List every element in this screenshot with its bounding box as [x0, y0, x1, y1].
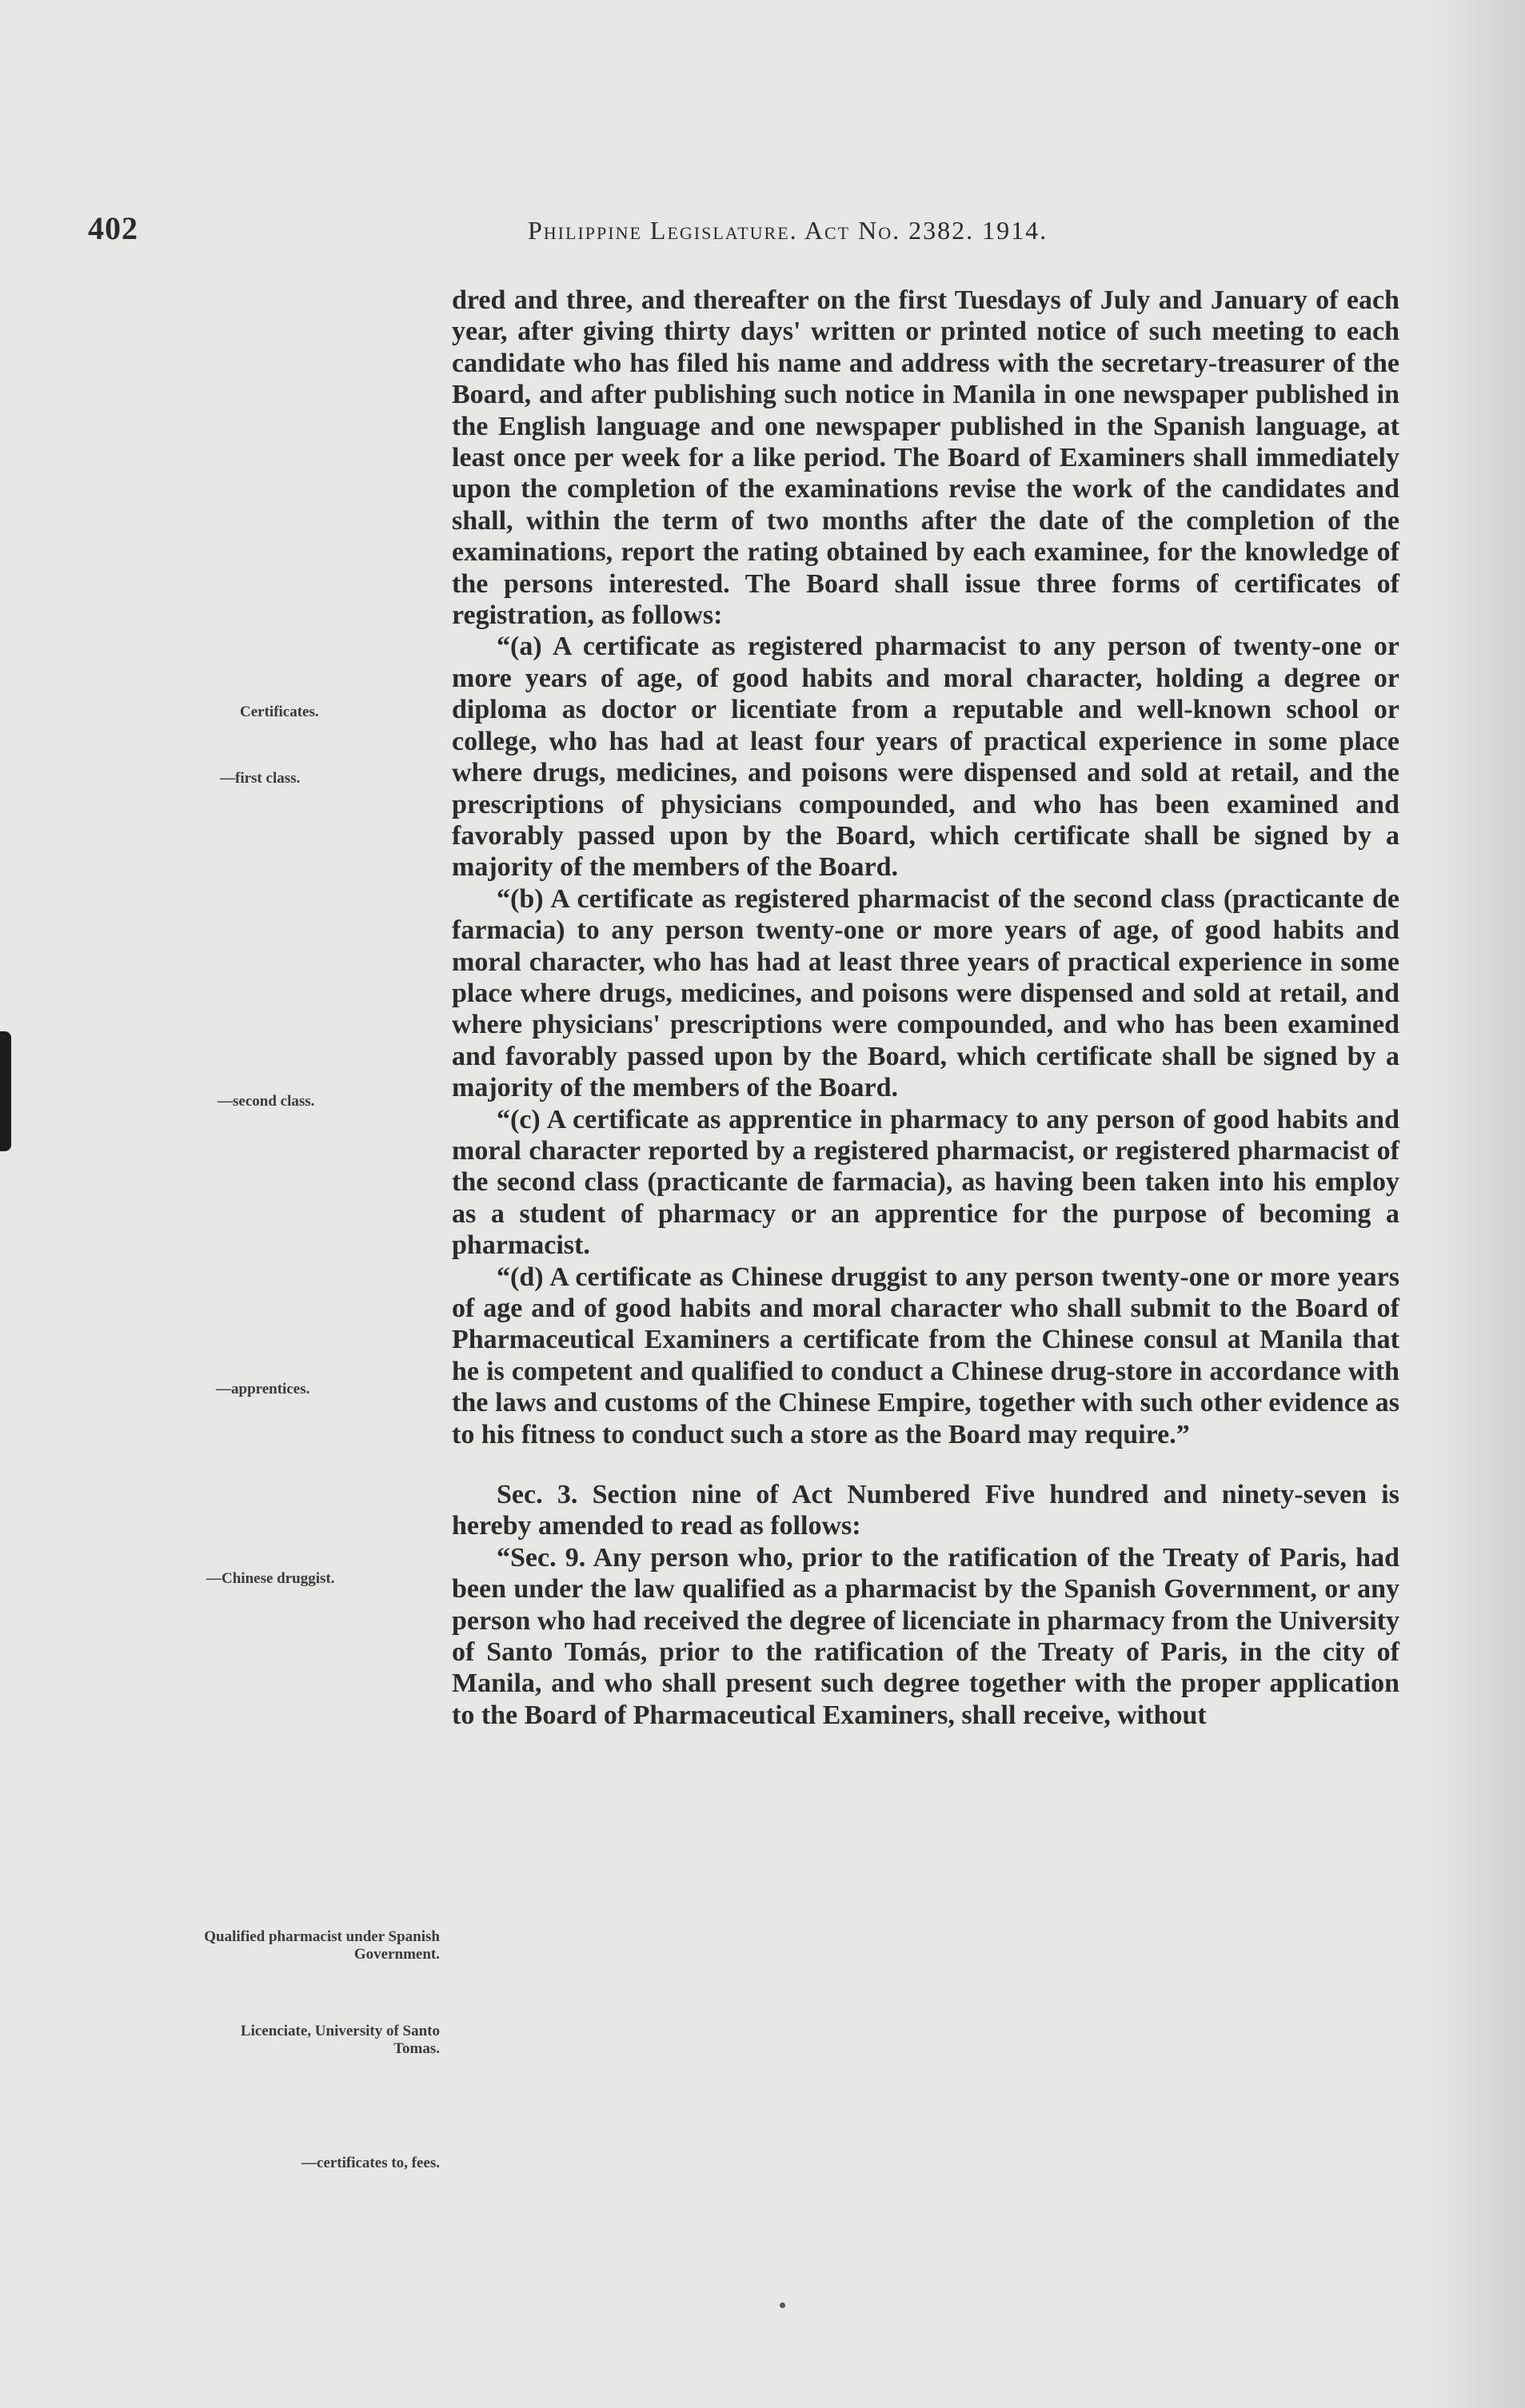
margin-note-certificates-fees: —certificates to, fees.: [301, 2155, 440, 2171]
margin-note-apprentices: —apprentices.: [216, 1381, 310, 1397]
margin-note-qualified-pharmacist: Qualified pharmacist under Spanish Government.: [204, 1928, 440, 1963]
paragraph-b-second-class: “(b) A certificate as registered pharmacist of the second class (practicante de farmacia) to any person twenty-one or more years of age, of good habits and moral character, who has had at least three years of practical experience in some place where drugs, medicines, and poisons were dispensed and sold at retail, and where physicians' prescriptions were compounded, and who has been examined and favorably passed upon by the Board, which certificate shall be signed by a majority of the members of the Board.: [452, 883, 1399, 1103]
margin-note-certificates: Certificates.: [240, 704, 319, 720]
margin-note-first-class: —first class.: [220, 770, 301, 787]
paragraph-section-3: Sec. 3. Section nine of Act Numbered Five hundred and ninety-seven is hereby amended to read as follows:: [452, 1480, 1399, 1541]
running-head: Philippine Legislature. Act No. 2382. 1914.: [528, 216, 1048, 245]
paragraph-continuation: dred and three, and thereafter on the first Tuesdays of July and January of each year, after giving thirty days' written or printed notice of such meeting to each candidate who has filed his name and address with the secretary-treasurer of the Board, and after publishing such notice in Manila in one newspaper published in the English language and one newspaper published in the Spanish language, at least once per week for a like period. The Board of Examiners shall immediately upon the completion of the examinations revise the work of the candidates and shall, within the term of two months after the date of the completion of the examinations, report the rating obtained by each examinee, for the knowledge of the persons interested. The Board shall issue three forms of certificates of registration, as follows:: [452, 285, 1399, 631]
margin-note-licenciate: Licenciate, University of Santo Tomas.: [240, 2023, 440, 2057]
page-speck: [780, 2302, 785, 2308]
paragraph-a-first-class: “(a) A certificate as registered pharmacist to any person of twenty-one or more years of age, of good habits and moral character, holding a degree or diploma as doctor or licentiate from a reputable and well-known school or college, who has had at least four years of practical experience in some place where drugs, medicines, and poisons were dispensed and sold at retail, and the prescriptions of physicians compounded, and who has been examined and favorably passed upon by the Board, which certificate shall be signed by a majority of the members of the Board.: [452, 632, 1399, 883]
binding-mark: [0, 1031, 11, 1151]
margin-note-chinese-druggist: —Chinese druggist.: [206, 1570, 335, 1587]
body-text: [452, 285, 1399, 1731]
paragraph-d-chinese-druggist: “(d) A certificate as Chinese druggist to any person twenty-one or more years of age and of good habits and moral character who shall submit to the Board of Pharmaceutical Examiners a certificate from the Chinese consul at Manila that he is competent and qualified to conduct a Chinese drug-store in accordance with the laws and customs of the Chinese Empire, together with such other evidence as to his fitness to conduct such a store as the Board may require.”: [452, 1262, 1399, 1449]
margin-note-second-class: —second class.: [218, 1093, 315, 1110]
paragraph-c-apprentice: “(c) A certificate as apprentice in pharmacy to any person of good habits and moral character reported by a registered pharmacist, or registered pharmacist of the second class (practicante de farmacia), as having been taken into his employ as a student of pharmacy or an apprentice for the purpose of becoming a pharmacist.: [452, 1104, 1399, 1261]
page-number: 402: [88, 210, 138, 246]
paragraph-section-9: “Sec. 9. Any person who, prior to the ratification of the Treaty of Paris, had been under the law qualified as a pharmacist by the Spanish Government, or any person who had received the degree of licenciate in pharmacy from the University of Santo Tomás, prior to the ratification of the Treaty of Paris, in the city of Manila, and who shall present such degree together with the proper application to the Board of Pharmaceutical Examiners, shall receive, without: [452, 1542, 1399, 1730]
page-edge-shadow: [1429, 0, 1525, 2408]
